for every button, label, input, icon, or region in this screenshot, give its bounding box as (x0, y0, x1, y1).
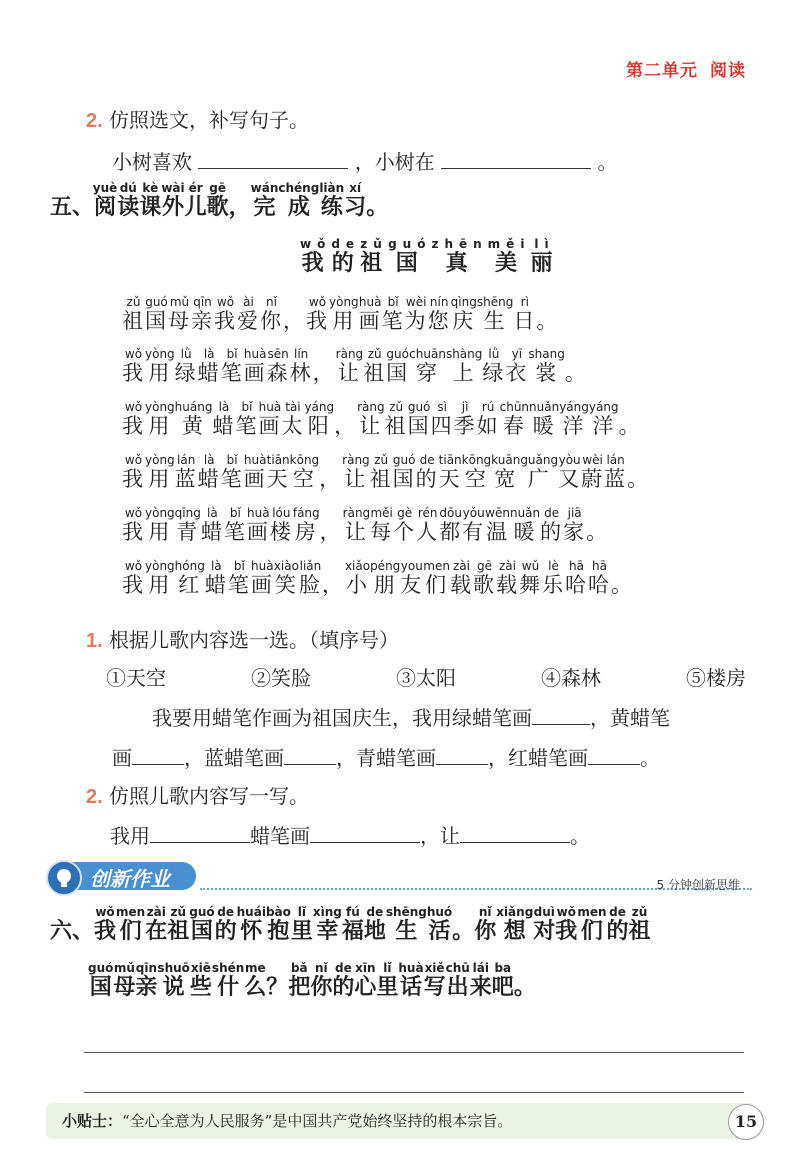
q1-num: 1. (86, 630, 103, 652)
title-char: 儿ér (184, 181, 207, 220)
section-6-char: 国guó (189, 905, 215, 944)
page-header (614, 56, 746, 81)
answer-blank[interactable] (132, 746, 184, 765)
tip-content: “全心全意为人民服务”是中国共产党始终坚持的根本宗旨。 (122, 1112, 513, 1130)
section-6-char: 祖zǔ (167, 905, 190, 944)
q2b-prompt (86, 780, 309, 809)
poem-char: ， (312, 361, 336, 385)
lightbulb-icon (46, 860, 82, 896)
answer-blank[interactable] (460, 824, 570, 843)
poem-char: 蓝lán (174, 453, 198, 491)
poem-title-char: 国guó (388, 237, 432, 276)
section-6-char: 什shén (211, 961, 245, 1000)
poem-char: 绿lǜ (174, 347, 198, 385)
poem-char: 哈hā (564, 559, 588, 597)
section-5-heading (50, 182, 388, 221)
poem-char: 我wǒ (214, 295, 237, 333)
q2b-p4: 。 (570, 824, 590, 848)
section-6-char: 幸xìng (312, 905, 342, 944)
section-6-char: 母mǔ (113, 961, 136, 1000)
poem-char: 人rén (416, 506, 440, 544)
poem-char: 季jì (453, 400, 477, 438)
poem-char: 载zài (495, 559, 519, 597)
q2b-num: 2. (86, 786, 103, 808)
section-6-char: 们men (116, 905, 146, 944)
poem-line (122, 560, 634, 599)
q2b-p3: ，让 (420, 824, 460, 848)
section-6-char: 心xīn (354, 961, 377, 1000)
section-6-text-2 (88, 962, 536, 1001)
title-char: 读dú (117, 181, 140, 220)
poem-char: 个gè (393, 506, 417, 544)
q2-top-sentence (112, 146, 617, 175)
poem-char: 笔bǐ (220, 453, 244, 491)
poem-char: 日rì (513, 295, 537, 333)
q1-s1: 我要用蜡笔作画为祖国庆生，我用绿蜡笔画 (152, 706, 532, 730)
section-6-char: 话huà (398, 961, 424, 1000)
section-6-char: 想xiǎng (496, 905, 534, 944)
poem-char: 森sēn (266, 347, 290, 385)
section-6-num: 六、 (50, 919, 95, 944)
section-6-char: 地de (363, 905, 386, 944)
poem-title-char: 我wǒ (300, 237, 332, 276)
q2-top-prompt (86, 104, 309, 133)
section-6-char: 里lǐ (376, 961, 399, 1000)
poem-char: 画huà (358, 295, 382, 333)
section-label: 阅读 (710, 61, 746, 81)
poem-char: 笑xiào (273, 559, 299, 597)
section-6-char: 的de (332, 961, 355, 1000)
poem-title-char: 祖zǔ (360, 237, 389, 276)
q1-line-1 (152, 702, 670, 731)
unit-label: 第二单元 (626, 61, 698, 81)
q2-top-sep: ，小树在 (354, 150, 435, 174)
section-6-char: 写xiě (423, 961, 446, 1000)
section-6-char: 祖zǔ (628, 905, 651, 944)
page-number: 15 (728, 1104, 764, 1140)
poem-char: 的de (540, 506, 564, 544)
poem-char: 亲qīn (191, 295, 214, 333)
answer-blank[interactable] (198, 150, 348, 169)
poem-line (122, 401, 642, 440)
poem-char: 黄huáng (174, 400, 213, 438)
poem-char: 广guǎng (520, 453, 559, 491)
poem-char: ， (321, 573, 345, 597)
poem-char: 空kōng (461, 453, 492, 491)
title-char: ， (228, 195, 251, 220)
poem-char: ， (334, 414, 358, 438)
poem-char: 祖zǔ (122, 295, 145, 333)
q1-prompt (86, 624, 399, 653)
q2b-p2: 蜡笔画 (250, 824, 310, 848)
poem-char: 天tiān (438, 453, 462, 491)
poem-char: 画huà (243, 453, 267, 491)
poem-char: 红hóng (174, 559, 205, 597)
poem-char: 我wǒ (122, 506, 145, 544)
poem-char: 国guó (386, 347, 410, 385)
section-6-char: 来lái (469, 961, 492, 1000)
poem-title-char: 美měi (487, 237, 531, 276)
poem-char: 载zài (449, 559, 473, 597)
poem-char: 国guó (392, 453, 416, 491)
poem-char: 又yòu (558, 453, 582, 491)
poem-title-char: 真zhēn (431, 237, 488, 276)
section-6-char: 。 (513, 975, 536, 1000)
poem-char: 祖zǔ (363, 347, 387, 385)
poem-char: 四sì (430, 400, 454, 438)
section-6-char: 吧ba (491, 961, 514, 1000)
poem-char: 用yòng (329, 295, 359, 333)
poem-char: 蔚wèi (581, 453, 605, 491)
poem-char: 衣yī (505, 347, 529, 385)
section-6-char: 我wǒ (94, 905, 117, 944)
title-char: 。 (366, 195, 389, 220)
q2b-sentence (110, 820, 590, 849)
title-char: 练liàn (319, 181, 345, 220)
poem-char: 爱ài (237, 295, 260, 333)
poem-char: 笔bǐ (235, 400, 259, 438)
poem-char: 庆qìng (450, 295, 477, 333)
section-6-char: 亲qīn (135, 961, 158, 1000)
poem-char: 母mǔ (168, 295, 191, 333)
poem-char: 朋péng (370, 559, 401, 597)
poem-char: 阳yáng (304, 400, 335, 438)
poem-char: 用yòng (145, 347, 175, 385)
poem-char: 哈hā (587, 559, 611, 597)
poem-char: 温wēn (485, 506, 510, 544)
poem-char: 如rú (476, 400, 500, 438)
poem-char: 舞wǔ (518, 559, 542, 597)
section-6-char: 抱bào (265, 905, 291, 944)
poem-char: 蓝lán (604, 453, 628, 491)
poem-char: 楼lóu (269, 506, 293, 544)
poem-char: 让ràng (335, 347, 364, 385)
poem-char: 蜡là (212, 400, 236, 438)
poem-line (122, 507, 609, 546)
poem-char: 笔bǐ (223, 506, 247, 544)
section-6-char: 在zài (145, 905, 168, 944)
section-6-char: 你nǐ (474, 905, 497, 944)
poem-char: 都dōu (439, 506, 463, 544)
poem-char: 生shēng (476, 295, 514, 333)
poem-char: 画huà (250, 559, 274, 597)
poem-char: 每měi (370, 506, 394, 544)
poem-char: 。 (586, 520, 610, 544)
banner-label: 创新作业 (90, 867, 170, 891)
section-6-char: 们men (577, 905, 607, 944)
title-char: 课kè (139, 181, 162, 220)
answer-blank[interactable] (532, 706, 590, 725)
title-char: 完wán (250, 181, 279, 220)
poem-char: 笔bǐ (381, 295, 405, 333)
poem-char: 暖nuǎn (529, 400, 560, 438)
answer-blank[interactable] (441, 150, 591, 169)
q2b-p1: 我用 (110, 824, 150, 848)
title-char: 习xí (344, 181, 367, 220)
poem-char: 用yòng (145, 506, 175, 544)
poem-char: 用yòng (145, 400, 175, 438)
poem-char: 家jiā (563, 506, 587, 544)
poem-char: 春chūn (499, 400, 530, 438)
section-6-char: 你nǐ (310, 961, 333, 1000)
poem-char: 天tiān (266, 453, 290, 491)
q1-s2: ，黄蜡笔 (590, 706, 670, 730)
poem-line (122, 348, 588, 387)
answer-blank[interactable] (436, 746, 488, 765)
poem-char: 蜡là (204, 559, 228, 597)
poem-char: 有yǒu (462, 506, 486, 544)
poem-char: 用yòng (145, 453, 175, 491)
q2-top-text: 仿照选文，补写句子。 (109, 108, 310, 132)
q1-s3: 画 (112, 746, 132, 770)
answer-blank[interactable] (150, 824, 250, 843)
q2-top-end: 。 (597, 150, 618, 174)
poem-char: ， (283, 309, 306, 333)
poem-char: 画huà (243, 347, 267, 385)
poem-char: 洋yáng (588, 400, 619, 438)
poem-char: 脸liǎn (298, 559, 322, 597)
section-6-char: 的de (606, 905, 629, 944)
option-item: ⑤楼房 (686, 666, 746, 690)
poem-char: 们men (423, 559, 450, 597)
q2-top-line-a: 小树喜欢 (112, 150, 192, 174)
poem-char: 太tài (281, 400, 305, 438)
poem-line (122, 454, 650, 493)
poem-char: 暖nuǎn (509, 506, 541, 544)
poem-char: 祖zǔ (384, 400, 408, 438)
poem-char: ， (319, 520, 343, 544)
poem-char: 为wèi (404, 295, 428, 333)
section-6-char: ？ (266, 975, 289, 1000)
section-6-char: 里lǐ (290, 905, 313, 944)
section-6-char: 对duì (533, 905, 556, 944)
poem-char: 。 (610, 573, 634, 597)
poem-char: 林lín (289, 347, 313, 385)
poem-char: 的de (415, 453, 439, 491)
option-item: ④森林 (541, 666, 601, 690)
poem-char: 我wǒ (122, 559, 145, 597)
poem-char: 友you (400, 559, 424, 597)
poem-char: 我wǒ (122, 453, 145, 491)
poem-char: 青qīng (174, 506, 201, 544)
tip-text (62, 1110, 512, 1131)
section-5-title (92, 181, 389, 220)
poem-char: 裳shang (528, 347, 565, 385)
poem-char: 空kōng (289, 453, 320, 491)
poem-char: 用yòng (145, 559, 175, 597)
poem-char: 我wǒ (306, 295, 329, 333)
poem-char: 我wǒ (122, 400, 145, 438)
poem-char: 蜡là (197, 347, 221, 385)
poem-line (122, 296, 559, 335)
poem-char: 小xiǎo (344, 559, 371, 597)
section-6-char: 怀huái (236, 905, 266, 944)
section-6-char: 生shēng (385, 905, 427, 944)
section-6-char: 么me (244, 961, 267, 1000)
poem-char: 国guó (407, 400, 431, 438)
q1-options (106, 662, 746, 691)
q1-text: 根据儿歌内容选一选。（填序号） (109, 628, 400, 652)
answer-blank[interactable] (310, 824, 420, 843)
q1-s4: ，蓝蜡笔画 (184, 746, 284, 770)
answer-blank[interactable] (284, 746, 336, 765)
section-5-num: 五、 (50, 195, 95, 220)
title-char: 外wài (161, 181, 185, 220)
poem-char: 笔bǐ (227, 559, 251, 597)
section-6-char: 我wǒ (555, 905, 578, 944)
q1-s6: ，红蜡笔画 (488, 746, 588, 770)
section-6-char: 说shuō (157, 961, 190, 1000)
poem-title (300, 238, 558, 277)
poem-char: 乐lè (541, 559, 565, 597)
poem-char: 。 (564, 361, 588, 385)
q1-s5: ，青蜡笔画 (336, 746, 436, 770)
title-char: 歌gē (206, 181, 229, 220)
poem-char: 您nín (427, 295, 451, 333)
section-6-char: 的de (214, 905, 237, 944)
poem-char: 蜡là (200, 506, 224, 544)
poem-char: 上shàng (445, 347, 483, 385)
tip-label: 小贴士： (62, 1112, 123, 1130)
poem-title-char: 的de (331, 237, 361, 276)
poem-title-char: 丽lì (530, 237, 559, 276)
section-6-char: 些xiē (189, 961, 212, 1000)
poem-char: 穿chuān (409, 347, 446, 385)
section-6-line-1 (50, 906, 651, 945)
q1-line-2 (112, 742, 660, 771)
option-item: ①天空 (106, 666, 166, 690)
option-item: ②笑脸 (251, 666, 311, 690)
writing-line[interactable] (84, 1092, 744, 1093)
poem-char: ， (319, 467, 343, 491)
poem-char: 笔bǐ (220, 347, 244, 385)
section-6-char: 活huó (426, 905, 453, 944)
poem-char: 洋yáng (559, 400, 589, 438)
poem-char: 祖zǔ (369, 453, 393, 491)
title-char: 阅yuè (92, 181, 118, 220)
section-6-text-1 (94, 905, 651, 944)
section-6-char: 。 (452, 919, 475, 944)
q1-s7: 。 (640, 746, 660, 770)
poem-char: 画huà (258, 400, 282, 438)
poem-char: 房fáng (292, 506, 320, 544)
q2-top-num: 2. (86, 110, 103, 132)
q2b-text: 仿照儿歌内容写一写。 (109, 784, 310, 808)
poem-char: 宽kuān (491, 453, 521, 491)
poem-char: 画huà (246, 506, 270, 544)
answer-blank[interactable] (588, 746, 640, 765)
poem-char: 让ràng (342, 506, 371, 544)
section-6-char: 出chū (445, 961, 470, 1000)
poem-char: 。 (618, 414, 642, 438)
section-6-char: 把bǎ (288, 961, 311, 1000)
poem-char: 蜡là (197, 453, 221, 491)
poem-char: 。 (536, 309, 560, 333)
writing-line[interactable] (84, 1052, 744, 1053)
section-6-char: 福fú (341, 905, 364, 944)
poem-char: 我wǒ (122, 347, 145, 385)
option-item: ③太阳 (396, 666, 456, 690)
poem-char: 。 (627, 467, 651, 491)
poem-char: 让ràng (342, 453, 370, 491)
poem-char: 绿lǜ (482, 347, 506, 385)
poem-char: 国guó (145, 295, 168, 333)
poem-char: 你nǐ (260, 295, 283, 333)
poem-char: 歌gē (472, 559, 496, 597)
banner-time: 5 分钟创新思维 (656, 878, 740, 892)
title-char: 成chéng (278, 181, 320, 220)
poem-char: 让ràng (357, 400, 385, 438)
section-6-char: 国guó (88, 961, 114, 1000)
